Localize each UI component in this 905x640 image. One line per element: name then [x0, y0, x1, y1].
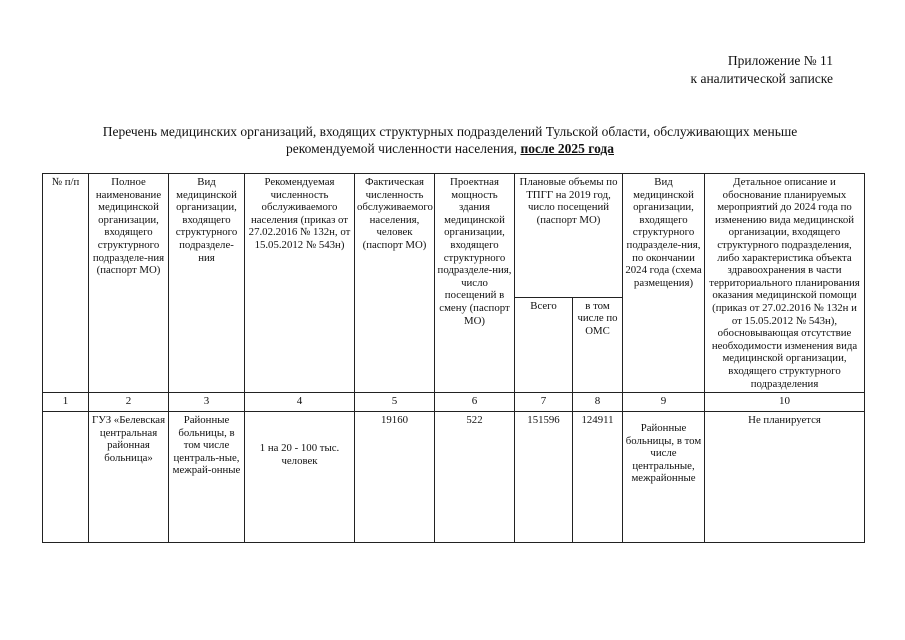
appendix-number: Приложение № 11	[727, 53, 833, 68]
table-row	[43, 412, 865, 543]
column-number: 3	[169, 393, 245, 412]
header-col-5: Фактическая численность обслуживаемого населения, человек (паспорт МО)	[355, 174, 435, 393]
column-number: 7	[515, 393, 573, 412]
title-line-2	[40, 140, 860, 157]
column-number: 1	[43, 393, 89, 412]
cell-oms: 124911	[573, 412, 623, 543]
appendix-label	[691, 52, 833, 88]
cell-type: Районные больницы, в том числе централь-ные, межрай-онные	[169, 412, 245, 543]
title-line-2-emphasis: после 2025 года	[520, 141, 615, 156]
column-number-row	[43, 393, 865, 412]
header-col-4: Рекомендуемая численность обслуживаемого населения (приказ от 27.02.2016 № 132н, от 15.05.2012 № 543н)	[245, 174, 355, 393]
title-line-2-text: рекомендуемой численности населения,	[285, 141, 518, 156]
column-number: 9	[623, 393, 705, 412]
cell-type-2024: Районные больницы, в том числе центральные, межрайонные	[623, 412, 705, 543]
column-number: 4	[245, 393, 355, 412]
header-col-3: Вид медицинской организации, входящего структурного подразделе-ния	[169, 174, 245, 393]
header-row-1	[43, 174, 865, 298]
cell-description: Не планируется	[705, 412, 865, 543]
cell-num	[43, 412, 89, 543]
column-number: 10	[705, 393, 865, 412]
header-col-10: Детальное описание и обоснование планируемых мероприятий до 2024 года по изменению вида медицинской организации, входящего структурного подразделения, либо характеристика объекта здравоохранения в части территориального планирования оказания медицинской помощи (приказ от 27.02.2016 № 132н и от 15.05.2012 № 543н), обосновывающая отсутствие необходимости изменения вида медицинской организации, входящего структурного подразделения	[705, 174, 865, 393]
document-title	[40, 123, 860, 157]
cell-capacity: 522	[435, 412, 515, 543]
header-col-8: в том числе по ОМС	[573, 297, 623, 393]
header-col-6: Проектная мощность здания медицинской организации, входящего структурного подразделе-ния, число посещений в смену (паспорт МО)	[435, 174, 515, 393]
appendix-subtitle: к аналитической записке	[690, 71, 833, 86]
header-col-7: Всего	[515, 297, 573, 393]
cell-recommended: 1 на 20 - 100 тыс. человек	[245, 412, 355, 543]
title-line-1: Перечень медицинских организаций, входящих структурных подразделений Тульской области, обслуживающих меньше	[102, 124, 798, 139]
header-col-7-8-group: Плановые объемы по ТПГГ на 2019 год, число посещений (паспорт МО)	[515, 174, 623, 298]
column-number: 8	[573, 393, 623, 412]
column-number: 6	[435, 393, 515, 412]
column-number: 5	[355, 393, 435, 412]
header-col-9: Вид медицинской организации, входящего структурного подразделе-ния, по окончании 2024 года (схема размещения)	[623, 174, 705, 393]
cell-actual: 19160	[355, 412, 435, 543]
header-col-2: Полное наименование медицинской организации, входящего структурного подразделе-ния (паспорт МО)	[89, 174, 169, 393]
organizations-table	[42, 173, 865, 543]
cell-total: 151596	[515, 412, 573, 543]
header-col-1: № п/п	[43, 174, 89, 393]
column-number: 2	[89, 393, 169, 412]
cell-name: ГУЗ «Белевская центральная районная больница»	[89, 412, 169, 543]
